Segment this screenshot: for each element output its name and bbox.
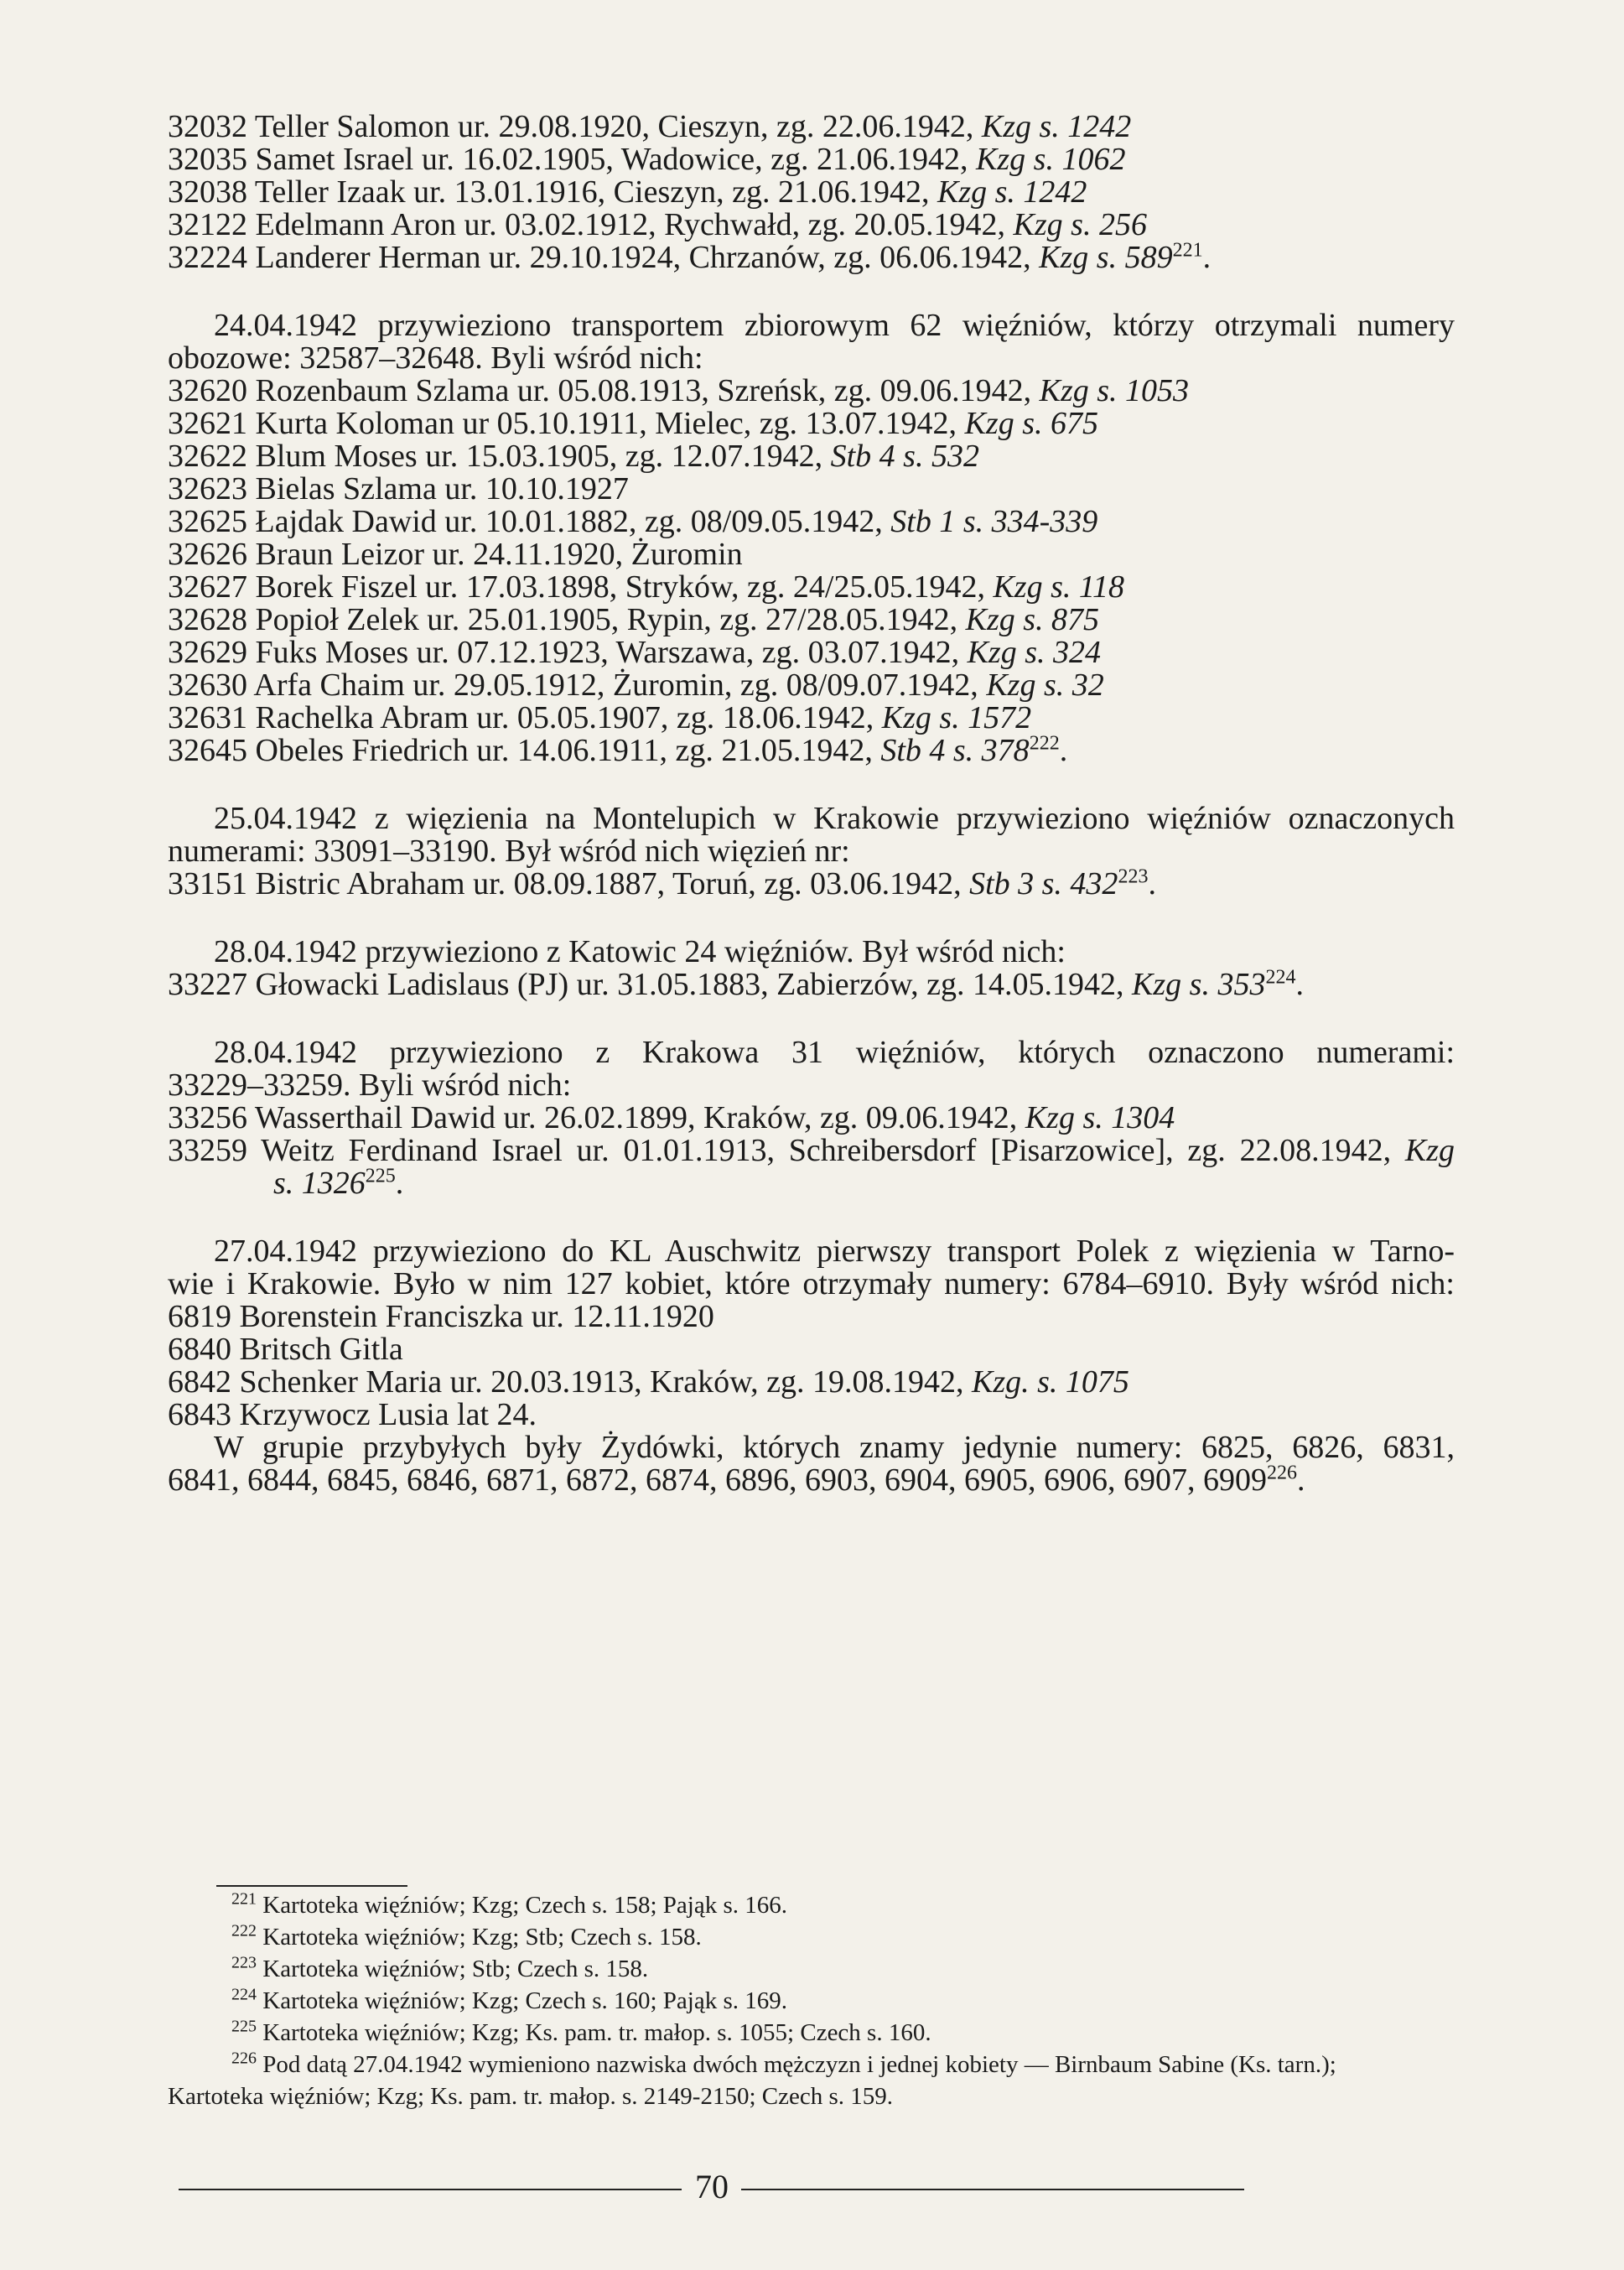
prisoner-entry: 32623 Bielas Szlama ur. 10.10.1927	[168, 471, 629, 506]
footnote: $^{226}$ Pod datą 27.04.1942 wymieniono nazwiska dwóch mężczyzn i jednej kobiety — Birnbaum Sabine (Ks. tarn.);	[231, 2049, 1336, 2078]
prisoner-entry: 32631 Rachelka Abram ur. 05.05.1907, zg. 18.06.1942, Kzg s. 1572	[168, 700, 1032, 735]
paragraph-line: 24.04.1942 przywieziono transportem zbiorowym 62 więźniów, którzy otrzymali numery	[214, 308, 1455, 343]
prisoner-entry: 32620 Rozenbaum Szlama ur. 05.08.1913, Szreńsk, zg. 09.06.1942, Kzg s. 1053	[168, 373, 1190, 408]
paragraph-line: wie i Krakowie. Było w nim 127 kobiet, które otrzymały numery: 6784–6910. Były wśród nich:	[168, 1266, 1455, 1301]
page-number: 70	[695, 2168, 729, 2205]
footnote: $^{225}$ Kartoteka więźniów; Kzg; Ks. pam. tr. małop. s. 1055; Czech s. 160.	[231, 2017, 931, 2046]
prisoner-entry: 33259 Weitz Ferdinand Israel ur. 01.01.1913, Schreibersdorf [Pisarzowice], zg. 22.08.1942, Kzg	[168, 1133, 1455, 1168]
footnotes	[168, 1889, 1501, 2112]
footnote-ref: 221	[1172, 239, 1203, 262]
footnote-ref: 224	[1265, 966, 1296, 989]
prisoner-entry: 32032 Teller Salomon ur. 29.08.1920, Cieszyn, zg. 22.06.1942, Kzg s. 1242	[168, 109, 1132, 144]
footer-rule-left	[179, 2189, 682, 2190]
prisoner-entry: 6842 Schenker Maria ur. 20.03.1913, Kraków, zg. 19.08.1942, Kzg. s. 1075	[168, 1364, 1129, 1400]
prisoner-entry: 32621 Kurta Koloman ur 05.10.1911, Mielec, zg. 13.07.1942, Kzg s. 675	[168, 406, 1098, 441]
footnote: $^{222}$ Kartoteka więźniów; Kzg; Stb; Czech s. 158.	[231, 1921, 702, 1951]
paragraph-line: W grupie przybyłych były Żydówki, których znamy jedynie numery: 6825, 6826, 6831,	[214, 1430, 1455, 1465]
paragraph-line: 25.04.1942 z więzienia na Montelupich w Krakowie przywieziono więźniów oznaczonych	[214, 801, 1455, 836]
prisoner-entry: 32622 Blum Moses ur. 15.03.1905, zg. 12.07.1942, Stb 4 s. 532	[168, 439, 979, 474]
prisoner-entry: 32630 Arfa Chaim ur. 29.05.1912, Żuromin, zg. 08/09.07.1942, Kzg s. 32	[168, 667, 1104, 703]
paragraph-line: 28.04.1942 przywieziono z Krakowa 31 więźniów, których oznaczono numerami:	[214, 1035, 1455, 1070]
prisoner-entry: 32038 Teller Izaak ur. 13.01.1916, Cieszyn, zg. 21.06.1942, Kzg s. 1242	[168, 174, 1087, 210]
footnote: $^{221}$ Kartoteka więźniów; Kzg; Czech s. 158; Pająk s. 166.	[231, 1889, 788, 1919]
footnote-ref: 223	[1118, 865, 1149, 888]
footnote-ref: 225	[365, 1165, 396, 1187]
footer-rule-right	[741, 2189, 1244, 2190]
prisoner-entry: 32625 Łajdak Dawid ur. 10.01.1882, zg. 08/09.05.1942, Stb 1 s. 334-339	[168, 504, 1098, 539]
prisoner-entry: 6819 Borenstein Franciszka ur. 12.11.1920	[168, 1299, 714, 1334]
prisoner-entry: 32122 Edelmann Aron ur. 03.02.1912, Rychwałd, zg. 20.05.1942, Kzg s. 256	[168, 207, 1147, 242]
footnote-ref: 222	[1029, 732, 1060, 755]
prisoner-entry: 33151 Bistric Abraham ur. 08.09.1887, Toruń, zg. 03.06.1942, Stb 3 s. $432^{223}$.	[168, 865, 1156, 901]
paragraph-line: 27.04.1942 przywieziono do KL Auschwitz pierwszy transport Polek z więzienia w Tarno-	[214, 1234, 1455, 1269]
paragraph-line: numerami: 33091–33190. Był wśród nich więzień nr:	[168, 834, 850, 869]
prisoner-entry: 32627 Borek Fiszel ur. 17.03.1898, Stryków, zg. 24/25.05.1942, Kzg s. 118	[168, 569, 1125, 605]
prisoner-entry: 6840 Britsch Gitla	[168, 1332, 403, 1367]
paragraph-line: 28.04.1942 przywieziono z Katowic 24 więźniów. Był wśród nich:	[214, 934, 1066, 969]
footnote: $^{223}$ Kartoteka więźniów; Stb; Czech s. 158.	[231, 1953, 649, 1982]
prisoner-entry: 33227 Głowacki Ladislaus (PJ) ur. 31.05.1883, Zabierzów, zg. 14.05.1942, Kzg s. $353^{224}$.	[168, 966, 1304, 1002]
paragraph-line: 6841, 6844, 6845, 6846, 6871, 6872, 6874, 6896, 6903, 6904, 6905, 6906, 6907, 6909$^{226}$.	[168, 1462, 1305, 1498]
prisoner-entry: 32224 Landerer Herman ur. 29.10.1924, Chrzanów, zg. 06.06.1942, Kzg s. $589^{221}$.	[168, 239, 1212, 275]
entries-block-a	[168, 111, 1455, 1497]
prisoner-entry: 32626 Braun Leizor ur. 24.11.1920, Żuromin	[168, 537, 743, 572]
footnote-separator	[216, 1885, 407, 1887]
paragraph-line: obozowe: 32587–32648. Byli wśród nich:	[168, 340, 703, 376]
prisoner-entry: 32628 Popioł Zelek ur. 25.01.1905, Rypin, zg. 27/28.05.1942, Kzg s. 875	[168, 602, 1100, 637]
prisoner-entry: 32035 Samet Israel ur. 16.02.1905, Wadowice, zg. 21.06.1942, Kzg s. 1062	[168, 142, 1126, 177]
paragraph-line: 33229–33259. Byli wśród nich:	[168, 1067, 572, 1103]
prisoner-entry: 33256 Wasserthail Dawid ur. 26.02.1899, Kraków, zg. 09.06.1942, Kzg s. 1304	[168, 1100, 1175, 1135]
footnote-continuation: Kartoteka więźniów; Kzg; Ks. pam. tr. małop. s. 2149-2150; Czech s. 159.	[168, 2083, 894, 2110]
footnote-ref: 226	[1267, 1462, 1297, 1484]
prisoner-entry-continuation: s. 1326$^{225}$.	[273, 1165, 404, 1201]
prisoner-entry: 32645 Obeles Friedrich ur. 14.06.1911, zg. 21.05.1942, Stb 4 s. $378^{222}$.	[168, 732, 1068, 768]
page-footer	[0, 2170, 1624, 2204]
prisoner-entry: 32629 Fuks Moses ur. 07.12.1923, Warszawa, zg. 03.07.1942, Kzg s. 324	[168, 635, 1101, 670]
footnote: $^{224}$ Kartoteka więźniów; Kzg; Czech s. 160; Pająk s. 169.	[231, 1985, 788, 2014]
prisoner-entry: 6843 Krzywocz Lusia lat 24.	[168, 1397, 537, 1432]
